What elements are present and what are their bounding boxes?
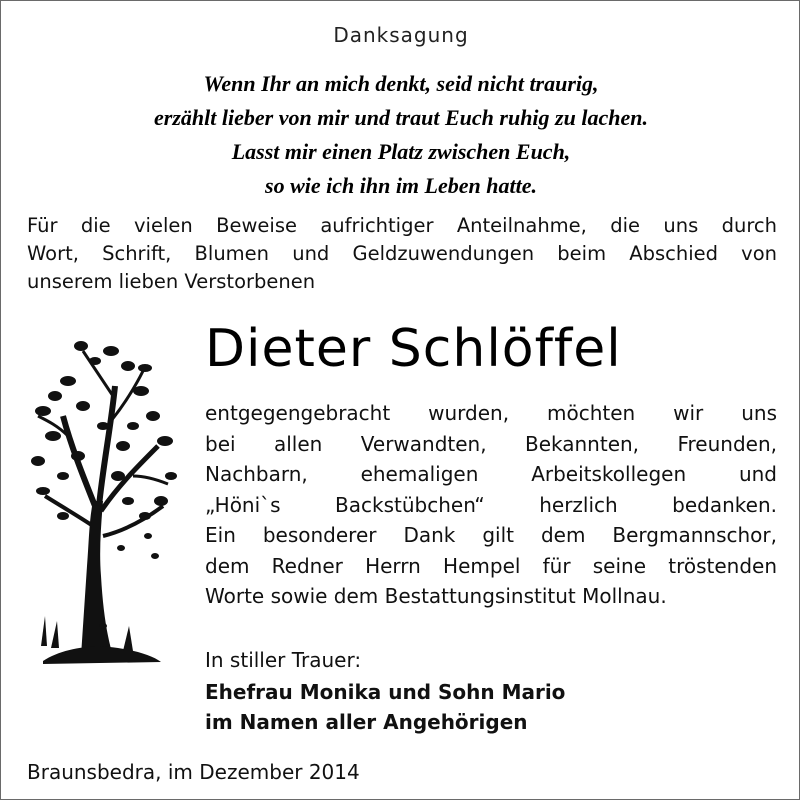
poem-line: so wie ich ihn im Leben hatte. (265, 173, 537, 198)
tree-silhouette-icon (23, 326, 178, 676)
body-line: Worte sowie dem Bestattungsinstitut Mollnau. (205, 584, 667, 608)
body-line: dem Redner Herrn Hempel für seine tröstenden (205, 553, 777, 578)
body-line: bei allen Verwandten, Bekannten, Freunden, (205, 431, 777, 456)
poem-line: Wenn Ihr an mich denkt, seid nicht traurig, (203, 71, 599, 96)
mourning-phrase: In stiller Trauer: (205, 648, 362, 672)
body-line: entgegengebracht wurden, möchten wir uns (205, 401, 777, 425)
intro-paragraph (27, 212, 777, 296)
body-line: Ein besonderer Dank gilt dem Bergmannschor, (205, 523, 777, 547)
deceased-name: Dieter Schlöffel (205, 319, 622, 379)
body-line: „Höni`s Backstübchen“ herzlich bedanken. (205, 492, 777, 517)
place-date: Braunsbedra, im Dezember 2014 (27, 760, 360, 784)
poem (1, 67, 800, 203)
intro-line: unserem lieben Verstorbenen (27, 270, 316, 293)
signatory-line: Ehefrau Monika und Sohn Mario (205, 680, 566, 704)
poem-line: Lasst mir einen Platz zwischen Euch, (231, 139, 571, 164)
thanks-paragraph (205, 398, 777, 612)
intro-line: Wort, Schrift, Blumen und Geldzuwendungen beim Abschied von (27, 242, 777, 265)
body-line: Nachbarn, ehemaligen Arbeitskollegen und (205, 462, 777, 486)
poem-line: erzählt lieber von mir und traut Euch ruhig zu lachen. (154, 105, 648, 130)
intro-line: Für die vielen Beweise aufrichtiger Anteilnahme, die uns durch (27, 214, 777, 237)
signatory-line: im Namen aller Angehörigen (205, 710, 528, 734)
notice-heading: Danksagung (333, 23, 469, 47)
signatories (205, 677, 565, 737)
